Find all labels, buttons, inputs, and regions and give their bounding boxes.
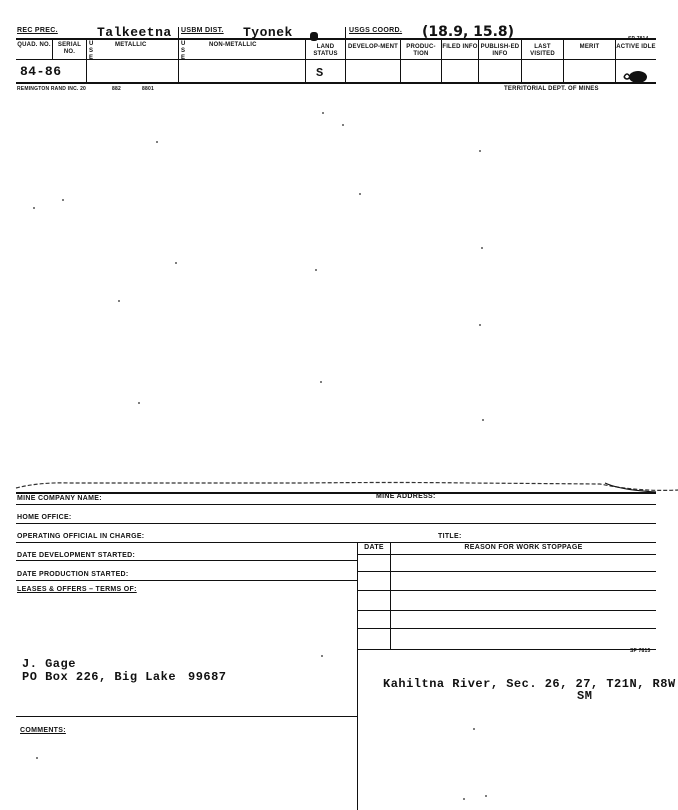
speck (463, 798, 465, 800)
speck (62, 199, 64, 201)
rule-top-3 (16, 82, 656, 84)
usbm-dist-value: Tyonek (243, 25, 293, 40)
quad-serial-value: 84-86 (20, 64, 62, 79)
vsep-2 (345, 27, 346, 40)
rule-right-6 (357, 649, 656, 650)
rule-right-1 (357, 554, 656, 555)
location-line-2: SM (577, 689, 593, 703)
rule-right-2 (357, 571, 656, 572)
usbm-dist-label: USBM DIST. (181, 27, 224, 34)
col-filed-info: FILED INFO (442, 44, 478, 50)
mine-address-label: MINE ADDRESS: (376, 493, 436, 500)
title-label: TITLE: (438, 533, 462, 540)
speck (320, 381, 322, 383)
speck (473, 728, 475, 730)
speck (156, 141, 158, 143)
col-land-status: LAND STATUS (313, 44, 338, 57)
col-production: PRODUC-TION (406, 44, 436, 57)
rule-right-3 (357, 590, 656, 591)
col-published-info: PUBLISH-ED INFO (480, 44, 520, 57)
speck (479, 150, 481, 152)
rule-lower-7 (16, 716, 357, 717)
rule-right-5 (357, 628, 656, 629)
speck (481, 247, 483, 249)
reason-column-header: REASON FOR WORK STOPPAGE (464, 544, 583, 551)
col-serial: SERIAL NO. (57, 42, 82, 55)
torn-edge (0, 474, 678, 494)
vsep-metal (86, 40, 87, 83)
speck (118, 300, 120, 302)
rec-prec-label: REC PREC. (17, 27, 58, 34)
leases-label: LEASES & OFFERS – TERMS OF: (17, 586, 137, 593)
speck (33, 207, 35, 209)
vsep-right-table (357, 542, 358, 810)
form-code-top: SP 7814 (628, 36, 649, 42)
form-code-bottom: SP 7815 (630, 648, 651, 654)
rule-top-2 (16, 59, 656, 60)
rule-lower-2 (16, 504, 656, 505)
col-active-idle: ACTIVE IDLE (616, 44, 656, 50)
speck (315, 269, 317, 271)
speck (138, 402, 140, 404)
rule-right-4 (357, 610, 656, 611)
speck (321, 655, 323, 657)
rule-lower-4 (16, 542, 656, 543)
speck (175, 262, 177, 264)
ink-blot (310, 32, 318, 41)
printer-code-2: 8801 (142, 86, 154, 92)
ink-blot-icon (622, 68, 648, 84)
col-metallic: METALLIC (115, 42, 147, 48)
comments-label: COMMENTS: (20, 727, 66, 734)
rule-lower-3 (16, 523, 656, 524)
speck (342, 124, 344, 126)
home-office-label: HOME OFFICE: (17, 514, 72, 521)
printer-label: REMINGTON RAND INC. 20 (17, 86, 87, 92)
date-production-label: DATE PRODUCTION STARTED: (17, 571, 129, 578)
printer-code-1: 882 (112, 86, 121, 92)
location-line-1: Kahiltna River, Sec. 26, 27, T21N, R8W (383, 677, 676, 691)
col-quad: QUAD. NO. (17, 42, 51, 48)
rule-lower-6 (16, 580, 357, 581)
usgs-coord-value: (18.9, 15.8) (422, 24, 515, 40)
territorial-label: TERRITORIAL DEPT. OF MINES (504, 86, 599, 92)
mine-company-label: MINE COMPANY NAME: (17, 495, 102, 502)
usgs-coord-label: USGS COORD. (349, 27, 403, 34)
operating-official-label: OPERATING OFFICIAL IN CHARGE: (17, 533, 145, 540)
speck (482, 419, 484, 421)
vsep-1 (178, 27, 179, 83)
speck (479, 324, 481, 326)
col-development: DEVELOP-MENT (347, 44, 399, 50)
col-nonmetallic: NON-METALLIC (209, 42, 257, 48)
date-column-header: DATE (364, 544, 384, 551)
date-development-label: DATE DEVELOPMENT STARTED: (17, 552, 136, 559)
land-status-value: S (316, 66, 324, 80)
speck (485, 795, 487, 797)
owner-address: PO Box 226, Big Lake (22, 670, 177, 684)
vsep-date (390, 542, 391, 650)
speck (36, 757, 38, 759)
speck (322, 112, 324, 114)
col-last-visited: LAST VISITED (530, 44, 555, 57)
owner-name: J. Gage (22, 657, 76, 671)
col-use-1: U S E (89, 41, 94, 61)
col-merit: MERIT (579, 44, 600, 50)
rec-prec-value: Talkeetna (97, 25, 172, 40)
rule-lower-1 (16, 492, 656, 494)
rule-lower-5 (16, 560, 357, 561)
owner-zip: 99687 (188, 670, 227, 684)
speck (359, 193, 361, 195)
col-use-2: U S E (181, 41, 186, 61)
